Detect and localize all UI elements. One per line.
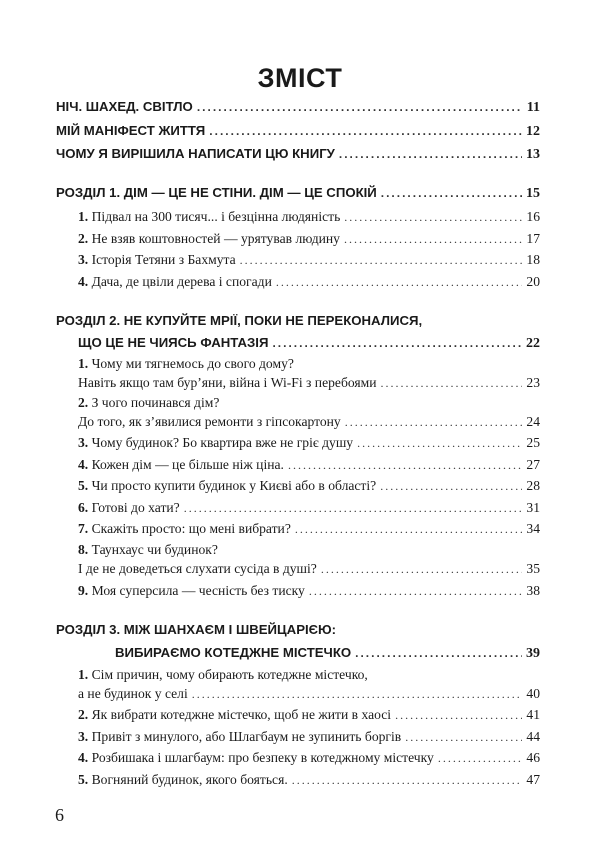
entry-title: МІЙ МАНІФЕСТ ЖИТТЯ [56, 123, 206, 138]
toc-entry-s2-7[interactable] [78, 519, 540, 539]
toc-entry-s3-1-line1[interactable]: 1. Сім причин, чому обирають котеджне містечко, [78, 667, 368, 682]
page-ref: 25 [526, 435, 540, 450]
toc-entry-s2-3[interactable] [78, 433, 540, 453]
dot-leader [197, 97, 523, 117]
page-ref: 40 [526, 686, 540, 701]
page-number: 6 [55, 805, 64, 825]
page-ref: 28 [526, 478, 540, 493]
page-ref: 11 [526, 100, 540, 115]
entry-title: НІЧ. ШАХЕД. СВІТЛО [56, 99, 193, 114]
dot-leader [345, 412, 523, 432]
page-ref: 41 [526, 707, 540, 722]
toc-section-2[interactable] [78, 333, 540, 353]
page-ref: 12 [526, 124, 540, 139]
page-ref: 27 [526, 457, 540, 472]
item-number: 6. [78, 500, 89, 515]
item-number: 2. [78, 231, 89, 246]
item-number: 3. [78, 435, 89, 450]
page-ref: 15 [526, 186, 540, 201]
toc-entry-s2-1-line1[interactable]: 1. Чому ми тягнемось до свого дому? [78, 356, 294, 371]
page-ref: 38 [526, 583, 540, 598]
dot-leader [276, 272, 523, 292]
toc-entry-front-2[interactable] [56, 121, 540, 141]
dot-leader [292, 770, 523, 790]
toc-entry-s1-4[interactable] [78, 272, 540, 292]
entry-title: ЧОМУ Я ВИРІШИЛА НАПИСАТИ ЦЮ КНИГУ [56, 146, 335, 161]
page-ref: 39 [526, 646, 540, 661]
toc-entry-s1-3[interactable] [78, 250, 540, 270]
item-number: 1. [78, 356, 89, 371]
toc-entry-s1-1[interactable] [78, 207, 540, 227]
toc-entry-s2-5[interactable] [78, 476, 540, 496]
item-number: 4. [78, 274, 89, 289]
entry-title: 4. Розбишака і шлагбаум: про безпеку в котеджному містечку [78, 750, 434, 765]
entry-title: 1. Підвал на 300 тисяч... і безцінна людяність [78, 209, 341, 224]
dot-leader [405, 727, 522, 747]
entry-title: 7. Скажіть просто: що мені вибрати? [78, 521, 291, 536]
entry-title: 6. Готові до хати? [78, 500, 180, 515]
entry-title: 5. Чи просто купити будинок у Києві або в області? [78, 478, 377, 493]
dot-leader [192, 684, 523, 704]
toc-entry-s1-2[interactable] [78, 229, 540, 249]
page-ref: 13 [526, 147, 540, 162]
toc-entry-s2-9[interactable] [78, 581, 540, 601]
item-number: 7. [78, 521, 89, 536]
dot-leader [288, 455, 522, 475]
entry-title: 2. Як вибрати котеджне містечко, щоб не жити в хаосі [78, 707, 392, 722]
page-ref: 46 [526, 750, 540, 765]
toc-entry-s3-1[interactable] [78, 684, 540, 704]
page-ref: 24 [526, 414, 540, 429]
dot-leader [209, 121, 522, 141]
page-ref: 18 [526, 252, 540, 267]
page-ref: 35 [526, 561, 540, 576]
toc-entry-front-3[interactable] [56, 144, 540, 164]
entry-title: 9. Моя суперсила — чесність без тиску [78, 583, 305, 598]
entry-title: ЩО ЦЕ НЕ ЧИЯСЬ ФАНТАЗІЯ [78, 335, 269, 350]
toc-section-3[interactable] [115, 643, 540, 663]
dot-leader [381, 183, 522, 203]
entry-title: ВИБИРАЄМО КОТЕДЖНЕ МІСТЕЧКО [115, 645, 352, 660]
toc-entry-s2-4[interactable] [78, 455, 540, 475]
entry-title: Навіть якщо там бур’яни, війна і Wi-Fi з перебоями [78, 375, 377, 390]
page-ref: 23 [526, 375, 540, 390]
dot-leader [344, 207, 522, 227]
item-number: 2. [78, 395, 89, 410]
dot-leader [395, 705, 522, 725]
entry-title: РОЗДІЛ 1. ДІМ — ЦЕ НЕ СТІНИ. ДІМ — ЦЕ СПОКІЙ [56, 185, 377, 200]
dot-leader [344, 229, 522, 249]
dot-leader [184, 498, 523, 518]
item-number: 8. [78, 542, 89, 557]
toc-section-1[interactable] [56, 183, 540, 203]
item-number: 5. [78, 772, 89, 787]
page-ref: 47 [526, 772, 540, 787]
entry-title: 4. Кожен дім — це більше ніж ціна. [78, 457, 284, 472]
page-ref: 20 [526, 274, 540, 289]
item-number: 3. [78, 729, 89, 744]
item-number: 2. [78, 707, 89, 722]
page-ref: 17 [526, 231, 540, 246]
toc-entry-front-1[interactable] [56, 97, 540, 117]
entry-title: 5. Вогняний будинок, якого бояться. [78, 772, 288, 787]
toc-section-2-title[interactable]: РОЗДІЛ 2. НЕ КУПУЙТЕ МРІЇ, ПОКИ НЕ ПЕРЕКОНАЛИСЯ, [56, 313, 423, 328]
toc-entry-s2-6[interactable] [78, 498, 540, 518]
entry-title: І де не доведеться слухати сусіда в душі? [78, 561, 317, 576]
toc-entry-s2-8[interactable] [78, 559, 540, 579]
item-number: 4. [78, 457, 89, 472]
dot-leader [339, 144, 522, 164]
item-number: 1. [78, 209, 89, 224]
entry-title: 4. Дача, де цвіли дерева і спогади [78, 274, 272, 289]
entry-title: а не будинок у селі [78, 686, 188, 701]
item-number: 5. [78, 478, 89, 493]
entry-title: 2. Не взяв коштовностей — урятував людину [78, 231, 340, 246]
page-ref: 44 [526, 729, 540, 744]
item-number: 9. [78, 583, 89, 598]
item-number: 3. [78, 252, 89, 267]
dot-leader [240, 250, 523, 270]
entry-title: 3. Привіт з минулого, або Шлагбаум не зупинить боргів [78, 729, 402, 744]
toc-section-3-title[interactable]: РОЗДІЛ 3. МІЖ ШАНХАЄМ І ШВЕЙЦАРІЄЮ: [56, 622, 337, 637]
toc-entry-s2-8-line1[interactable]: 8. Таунхаус чи будинок? [78, 542, 218, 557]
page-title: ЗМІСТ [257, 63, 343, 93]
dot-leader [309, 581, 523, 601]
dot-leader [321, 559, 523, 579]
entry-title: До того, як з’явилися ремонти з гіпсокартону [78, 414, 341, 429]
dot-leader [355, 643, 522, 663]
dot-leader [380, 476, 522, 496]
entry-title: 3. Історія Тетяни з Бахмута [78, 252, 236, 267]
toc-entry-s3-5[interactable] [78, 770, 540, 790]
dot-leader [357, 433, 522, 453]
toc-entry-s3-4[interactable] [78, 748, 540, 768]
dot-leader [272, 333, 522, 353]
page-ref: 16 [526, 209, 540, 224]
toc-entry-s2-1[interactable] [78, 373, 540, 393]
item-number: 4. [78, 750, 89, 765]
dot-leader [381, 373, 523, 393]
toc-entry-s3-3[interactable] [78, 727, 540, 747]
page-ref: 31 [526, 500, 540, 515]
dot-leader [295, 519, 523, 539]
page-ref: 34 [526, 521, 540, 536]
item-number: 1. [78, 667, 89, 682]
page-ref: 22 [526, 336, 540, 351]
toc-entry-s2-2[interactable] [78, 412, 540, 432]
dot-leader [438, 748, 523, 768]
entry-title: 3. Чому будинок? Бо квартира вже не гріє душу [78, 435, 354, 450]
toc-entry-s2-2-line1[interactable]: 2. З чого починався дім? [78, 395, 220, 410]
toc-entry-s3-2[interactable] [78, 705, 540, 725]
